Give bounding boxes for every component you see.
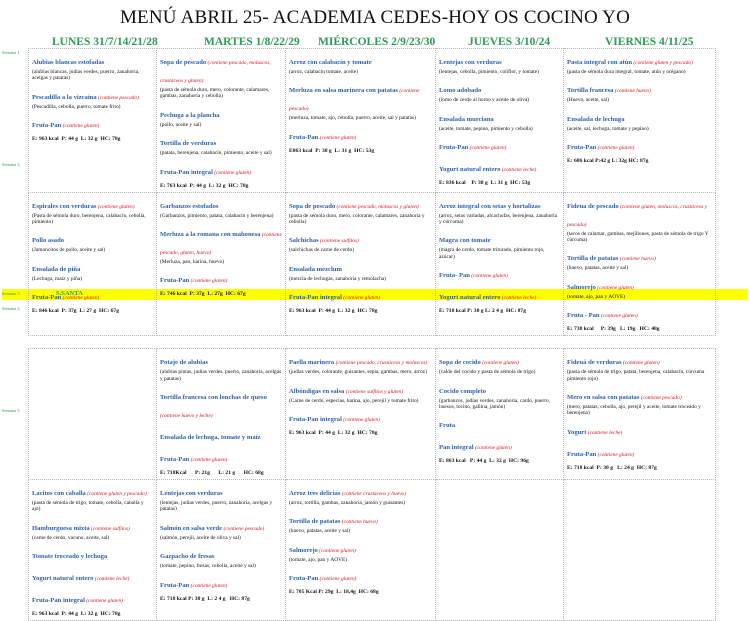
nutrition-summary: E: 963 kcal P: 44 g L: 32 g HC: 78g bbox=[32, 611, 121, 618]
dish-name: Fideuá de verduras bbox=[567, 359, 622, 367]
dish-name: Ensalada de piña bbox=[32, 265, 81, 273]
day-header-miercoles: MIÉRCOLES 2/9/23/30 bbox=[318, 36, 436, 48]
dish-name: Tortilla de patatas bbox=[567, 255, 619, 263]
week-row-3 bbox=[29, 336, 716, 349]
dish-ingredients: (Carne de cerdo, especias, harina, ajo, perejil y tomate frito) bbox=[289, 397, 419, 404]
dish-ingredients: (huevo, patatas, aceite y sal) bbox=[567, 265, 629, 272]
allergen-note: (contiene gluten) bbox=[599, 313, 638, 320]
allergen-note: (contiene huevo) bbox=[618, 256, 656, 263]
allergen-note: (contiene pescado) bbox=[96, 94, 139, 101]
menu-cell bbox=[157, 349, 286, 480]
dish-ingredients: (Huevo, aceite, sal) bbox=[567, 97, 609, 104]
dish-name: Fruta bbox=[439, 422, 456, 430]
dish-name: Ensalada de lechuga bbox=[567, 115, 625, 123]
menu-item bbox=[32, 517, 153, 541]
dish-name: Pan integral bbox=[439, 444, 474, 452]
dish-name: Pollo asado bbox=[32, 237, 65, 245]
dish-name: Potaje de alubias bbox=[160, 359, 208, 367]
menu-grid bbox=[28, 48, 716, 621]
menu-item bbox=[160, 482, 282, 513]
menu-item bbox=[32, 567, 153, 585]
allergen-note: (contiene pescado, crustáceos y moluscos) bbox=[334, 360, 428, 367]
menu-item bbox=[567, 136, 712, 154]
menu-item bbox=[289, 258, 432, 282]
dish-name: Yogurt natural entero bbox=[439, 166, 501, 174]
allergen-note: (contiene gluten) bbox=[341, 295, 380, 302]
menu-cell bbox=[564, 49, 716, 193]
dish-name: Salmorejo bbox=[289, 546, 318, 554]
dish-name: Fruta-Pan integral bbox=[289, 294, 342, 302]
dish-name: Tortilla de verduras bbox=[160, 140, 217, 148]
allergen-note: (contiene gluten) bbox=[61, 295, 100, 302]
menu-item bbox=[439, 136, 560, 154]
menu-item bbox=[567, 421, 712, 439]
allergen-note: (contiene sulfitos y gluten) bbox=[344, 388, 404, 395]
dish-ingredients: (carne de cerdo, vacuno, aceite, sal) bbox=[32, 534, 110, 541]
dish-name: Merluza a la romana con mahonesa bbox=[160, 231, 261, 239]
dish-ingredients: (tomate, ajo, pan y AOVE) bbox=[567, 293, 626, 300]
dish-name: Fruta-Pan integral bbox=[32, 597, 85, 605]
dish-ingredients: (alubias pintas, judías verdes, puerro, zanahoria, acelgas y patatas) bbox=[160, 369, 282, 382]
day-header-viernes: VIERNES 4/11/25 bbox=[605, 36, 694, 48]
dish-ingredients: (lomo de cerdo al horno y aceite de oliva) bbox=[439, 97, 530, 104]
menu-cell bbox=[29, 192, 157, 336]
menu-item bbox=[289, 482, 432, 506]
menu-item bbox=[567, 108, 712, 132]
menu-item bbox=[567, 51, 712, 75]
week-row-1 bbox=[29, 49, 716, 193]
allergen-note: (contiene gluten y pescado) bbox=[85, 491, 147, 498]
week-row-2 bbox=[29, 192, 716, 336]
menu-item bbox=[32, 195, 153, 226]
dish-ingredients: (lentejas, cebolla, pimiento, coliflor, y tomate) bbox=[439, 69, 539, 75]
menu-item bbox=[289, 286, 432, 304]
dish-name: Cocido completo bbox=[439, 387, 487, 395]
nutrition-summary: E: 963 kcal P: 44 g L: 32 g HC: 78g bbox=[289, 308, 378, 315]
dish-name: Salchichas bbox=[289, 237, 319, 245]
dish-ingredients: (patata, berenjena, calabacín, pimiento, aceite y sal) bbox=[160, 150, 272, 157]
dish-name: Ensalada mezclum bbox=[289, 265, 342, 273]
menu-item bbox=[567, 247, 712, 271]
dish-name: Pechuga a la plancha bbox=[160, 111, 220, 119]
dish-name: Fruta-Pan bbox=[32, 294, 62, 302]
dish-ingredients: (pasta de sémola de trigo, tomate, cebolla, caballa y ajo) bbox=[32, 500, 144, 513]
allergen-note: (contiene gluten) bbox=[341, 417, 380, 424]
menu-item bbox=[160, 386, 282, 422]
dish-name: Sopa de pescado bbox=[289, 202, 336, 210]
nutrition-summary: E: 738 kcal P: 39g L: 19g HC: 48g bbox=[567, 326, 660, 333]
allergen-note: (contiene leche) bbox=[586, 429, 623, 436]
dish-name: Espirales con verduras bbox=[32, 202, 97, 210]
menu-cell bbox=[436, 349, 564, 480]
dish-name: Fruta-Pan bbox=[160, 277, 190, 285]
menu-cell bbox=[436, 192, 564, 336]
menu-cell bbox=[436, 480, 564, 621]
allergen-note: (contiene sulfitos) bbox=[318, 238, 359, 245]
allergen-note: (contiene gluten) bbox=[473, 445, 512, 452]
dish-ingredients: (tomate, ajo, pan y AOVE) bbox=[289, 556, 348, 563]
dish-name: Paella marinera bbox=[289, 359, 335, 367]
menu-item bbox=[289, 79, 432, 121]
dish-ingredients: (magra de cerdo, tomate triturado, pimiento rojo, azúcar) bbox=[439, 247, 545, 260]
dish-name: Merluza en salsa marinera con patatas bbox=[289, 87, 398, 95]
week-row-5 bbox=[29, 480, 716, 621]
allergen-note: (contiene gluten) bbox=[96, 203, 135, 210]
day-header-martes: MARTES 1/8/22/29 bbox=[204, 36, 300, 48]
allergen-note: (contiene pescado) bbox=[639, 395, 682, 402]
menu-item bbox=[289, 195, 432, 226]
page-title: MENÚ ABRIL 25- ACADEMIA CEDES-HOY OS COCINO YO bbox=[119, 7, 631, 28]
menu-cell bbox=[157, 49, 286, 193]
nutrition-summary: E: 846 kcal P: 37g L: 27 g HC: 67g bbox=[32, 308, 120, 315]
nutrition-summary: E: 863 kcal P: 44 g L: 32 g HC: 96g bbox=[439, 458, 529, 465]
menu-item bbox=[439, 51, 560, 75]
menu-item bbox=[289, 539, 432, 563]
dish-name: Arroz con calabacín y tomate bbox=[289, 59, 372, 66]
dish-name: Arroz integral con setas y hortalizas bbox=[439, 202, 541, 210]
dish-name: Fruta-Pan bbox=[160, 581, 190, 589]
dish-ingredients: (garbanzos, judías verdes, zanahoria, cardo, puerro, huesos, tocino, gallina, jamón) bbox=[439, 397, 551, 411]
dish-ingredients: (pollo, aceite y sal) bbox=[160, 121, 202, 128]
menu-item bbox=[32, 545, 153, 563]
menu-item bbox=[567, 351, 712, 382]
dish-name: Fruta-Pan integral bbox=[289, 416, 342, 424]
week-label-5: Semana 5 bbox=[2, 408, 20, 413]
menu-cell bbox=[564, 349, 716, 480]
menu-item bbox=[32, 86, 153, 110]
allergen-note: (contiene gluten) bbox=[189, 582, 228, 589]
dish-ingredients: (arroz, tortilla, gambas, zanahoria, jamón y guisantes) bbox=[289, 500, 406, 507]
dish-name: Salmorejo bbox=[567, 283, 596, 291]
dish-name: Arroz tres delicias bbox=[289, 490, 341, 498]
dish-ingredients: (pasta de sémola de trigo, patata, berenjena, calabacín, cúrcuma pimiento rojo) bbox=[567, 369, 705, 382]
menu-cell bbox=[29, 349, 157, 480]
menu-item bbox=[439, 158, 560, 176]
menu-item bbox=[160, 161, 282, 179]
menu-cell bbox=[29, 480, 157, 621]
menu-item bbox=[439, 108, 560, 132]
allergen-note: (contiene gluten) bbox=[189, 278, 228, 285]
menu-cell bbox=[286, 480, 436, 621]
dish-name: Fideua de pescado bbox=[567, 202, 619, 210]
menu-item bbox=[439, 264, 560, 282]
dish-name: Fruta-Pan bbox=[567, 450, 597, 458]
menu-item bbox=[567, 195, 712, 244]
dish-ingredients: (mezcla de lechugas, zanahoria y remolacha) bbox=[289, 275, 386, 282]
dish-name: Sopa de cocido bbox=[439, 359, 481, 367]
nutrition-summary: E: 763 kcal P: 44 g L: 32 g HC: 78g bbox=[160, 182, 249, 189]
dish-ingredients: (caldo del cocido y pasta de sémola de trigo) bbox=[439, 369, 536, 376]
menu-cell bbox=[286, 49, 436, 193]
dish-name: Ensalada de lechuga, tomate y maíz bbox=[160, 434, 261, 442]
dish-ingredients: (Garbanzos, pimiento, patata, calabacín y berenjena) bbox=[160, 212, 274, 219]
week-label-4: Semana 4 bbox=[2, 306, 20, 311]
menu-item bbox=[439, 79, 560, 103]
menu-item bbox=[289, 408, 432, 426]
menu-item bbox=[567, 386, 712, 417]
menu-item bbox=[289, 126, 432, 144]
dish-name: Fruta-Pan bbox=[289, 133, 319, 141]
menu-item bbox=[439, 436, 560, 454]
nutrition-summary: E: 718Kcal P: 21g L: 21 g HC: 68g bbox=[160, 470, 264, 477]
allergen-note: (contiene huevo) bbox=[613, 88, 651, 95]
dish-name: Ensalada murciana bbox=[439, 115, 494, 123]
menu-item bbox=[289, 567, 432, 585]
dish-ingredients: (Lechuga, maíz y piña) bbox=[32, 275, 82, 282]
dish-name: Lomo adobado bbox=[439, 87, 482, 95]
dish-ingredients: (Pasta de sémola duro, berenjena, calabacín, cebolla, pimiento) bbox=[32, 212, 146, 226]
menu-item bbox=[439, 351, 560, 375]
dish-ingredients: (aceite, tomate, pepino, pimiento y cebolla) bbox=[439, 125, 533, 132]
dish-ingredients: (judías verdes, colorante, guisantes, sepia, gambas, mero, arroz) bbox=[289, 369, 427, 376]
allergen-note: (contiene gluten) bbox=[596, 145, 635, 152]
menu-item bbox=[289, 510, 432, 534]
menu-item bbox=[32, 229, 153, 253]
dish-name: Yogurt natural entero bbox=[439, 294, 501, 302]
nutrition-summary: E: 686 kcal P:42 g L: 32g HC: 87g bbox=[567, 158, 649, 165]
dish-name: Lentejas con verduras bbox=[439, 59, 502, 66]
allergen-note: (contiene gluten) bbox=[480, 360, 519, 367]
menu-item bbox=[32, 51, 153, 82]
menu-item bbox=[567, 79, 712, 103]
allergen-note: (contiene gluten) bbox=[469, 273, 508, 280]
week-row-4 bbox=[29, 349, 716, 480]
allergen-note: (contiene crustáceos y huevo) bbox=[340, 491, 406, 498]
dish-name: Tortilla francesa con lonchas de queso bbox=[160, 394, 267, 402]
menu-item bbox=[567, 443, 712, 461]
dish-name: Lentejas con verduras bbox=[160, 490, 223, 498]
allergen-note: (contiene gluten) bbox=[189, 457, 228, 464]
menu-item bbox=[439, 229, 560, 260]
menu-cell bbox=[436, 49, 564, 193]
menu-cell bbox=[564, 480, 716, 621]
menu-item bbox=[160, 448, 282, 466]
menu-item bbox=[160, 104, 282, 128]
dish-name: Fruta-Pan bbox=[289, 575, 319, 583]
dish-ingredients: (arroz, calabacín tomate, aceite) bbox=[289, 69, 358, 75]
nutrition-summary: E: 746 kcal P: 37g L: 27g HC: 67g bbox=[160, 291, 246, 298]
day-header-lunes: LUNES 31/7/14/21/28 bbox=[52, 36, 158, 48]
allergen-note: (contiene sulfitos) bbox=[89, 525, 130, 532]
dish-name: Salmón en salsa verde bbox=[160, 524, 223, 532]
allergen-note: (contiene gluten) bbox=[595, 284, 634, 291]
dish-name: Sopa de pescado bbox=[160, 59, 207, 66]
dish-name: Pasta integral con atún bbox=[567, 59, 633, 66]
dish-ingredients: (mero, patatas, cebolla, ajo, perejil y aceite, tomate troceado y berenjena) bbox=[567, 404, 701, 417]
week-label-2: Semana 2 bbox=[2, 162, 20, 167]
allergen-note: (contiene leche) bbox=[93, 576, 130, 583]
dish-ingredients: (arroz, setas variadas, alcachofas, berenjena, zanahoria y cúrcuma) bbox=[439, 212, 558, 226]
allergen-note: (contiene pescado) bbox=[222, 525, 265, 532]
dish-ingredients: (merluza, tomate, ajo, cebolla, puerro, aceite, sal y patatas) bbox=[289, 115, 416, 122]
nutrition-summary: E: 963 kcal P: 44 g L: 32 g HC: 78g bbox=[32, 136, 121, 143]
allergen-note: (contiene gluten) bbox=[317, 547, 356, 554]
menu-cell bbox=[286, 349, 436, 480]
nutrition-summary: E: 836 kcal P: 38 g L: 31 g HC: 53g bbox=[439, 180, 531, 187]
dish-name: Albóndigas en salsa bbox=[289, 387, 345, 395]
dish-name: Hamburguesa mixta bbox=[32, 524, 90, 532]
dish-name: Gazpacho de fresas bbox=[160, 553, 215, 561]
dish-name: Fruta - Pan bbox=[567, 312, 600, 320]
dish-ingredients: (salmón, perejil, aceite de oliva y sal) bbox=[160, 534, 241, 541]
menu-item bbox=[439, 286, 560, 304]
dish-name: Lacitos con caballa bbox=[32, 490, 86, 498]
menu-item bbox=[160, 517, 282, 541]
allergen-note: (contiene gluten) bbox=[84, 598, 123, 605]
menu-item bbox=[160, 574, 282, 592]
dish-name: Fruta-Pan bbox=[160, 456, 190, 464]
dish-ingredients: (tomate, pepino, fresas, cebolla, aceite y sal) bbox=[160, 563, 256, 570]
menu-item bbox=[160, 426, 282, 444]
menu-item bbox=[439, 414, 560, 432]
nutrition-summary: E: 718 kcal P: 30 g L: 2 4 g HC: 87g bbox=[439, 308, 527, 315]
menu-item bbox=[567, 276, 712, 300]
dish-ingredients: (pasta de sémola duro, mero, colorante, calamares, zanahoria y cebolla) bbox=[289, 212, 425, 226]
dish-ingredients: (Jamoncitos de pollo, aceite y sal) bbox=[32, 247, 106, 254]
nutrition-summary: E: 705 Kcal P: 29g L: 18,4g HC: 68g bbox=[289, 589, 379, 596]
allergen-note: (contiene huevo y leche) bbox=[160, 413, 213, 420]
dish-name: Mero en salsa con patatas bbox=[567, 394, 640, 402]
dish-ingredients: (Merluza, pan, harina, huevo) bbox=[160, 259, 225, 266]
menu-item bbox=[160, 545, 282, 569]
menu-cell bbox=[286, 192, 436, 336]
allergen-note: (contiene gluten) bbox=[318, 576, 357, 583]
menu-item bbox=[160, 51, 282, 100]
dish-name: Tortilla francesa bbox=[567, 87, 614, 95]
dish-name: Fruta-Pan bbox=[567, 144, 597, 152]
allergen-note: (contiene gluten) bbox=[61, 123, 100, 130]
menu-cell bbox=[157, 480, 286, 621]
dish-ingredients: (tacos de calamar, gambas, mejillones, pasta de sémola de trigo Y cúrcuma) bbox=[567, 230, 709, 244]
nutrition-summary: E: 718 kcal P: 30 g L: 24 g HC: 87g bbox=[567, 464, 657, 471]
menu-item bbox=[32, 482, 153, 513]
menu-item bbox=[160, 351, 282, 382]
menu-item bbox=[439, 195, 560, 226]
dish-name: Fruta-Pan bbox=[439, 144, 469, 152]
menu-item bbox=[32, 258, 153, 282]
dish-name: Pescadilla a la vizcaína bbox=[32, 93, 97, 101]
dish-name: Tomate troceado y lechuga bbox=[32, 553, 108, 561]
menu-item bbox=[160, 132, 282, 156]
dish-ingredients: (aceite, sal, lechuga, tomate y pepino) bbox=[567, 125, 649, 132]
allergen-note: (contiene gluten y pescado) bbox=[632, 60, 693, 66]
dish-name: Fruta-Pan integral bbox=[160, 168, 213, 176]
dish-name: Magra con tomate bbox=[439, 237, 491, 245]
dish-name: Garbanzos estofados bbox=[160, 202, 219, 210]
menu-item bbox=[567, 304, 712, 322]
holiday-label: S.SANTA bbox=[56, 290, 83, 297]
allergen-note: (contiene gluten) bbox=[318, 134, 357, 141]
menu-item bbox=[160, 223, 282, 265]
menu-cell bbox=[157, 192, 286, 336]
allergen-note: (contiene gluten, moluscos, crustáceos y pescado) bbox=[567, 203, 708, 228]
menu-item bbox=[289, 229, 432, 253]
allergen-note: (contiene pescado) bbox=[289, 88, 420, 113]
menu-cell bbox=[564, 192, 716, 336]
dish-ingredients: (alubias blancas, judías verdes, puerro, zanahoria, acelgas y patatas) bbox=[32, 69, 140, 82]
allergen-note: (contiene gluten) bbox=[621, 360, 660, 367]
dish-name: Fruta-Pan bbox=[32, 122, 62, 130]
allergen-note: (contiene gluten) bbox=[596, 451, 635, 458]
dish-name: Tortilla de patatas bbox=[289, 518, 341, 526]
allergen-note: (contiene leche) bbox=[500, 295, 537, 302]
dish-ingredients: (Pescadilla, cebolla, puerro, tomate frito) bbox=[32, 103, 121, 110]
menu-item bbox=[32, 589, 153, 607]
dish-ingredients: (lentejas, judías verdes, puerro, zanahoria, acelgas y patatas) bbox=[160, 500, 273, 513]
week-label-3: Semana 3 bbox=[2, 291, 20, 296]
week-label-1: Semana 1 bbox=[2, 50, 20, 55]
allergen-note: (contiene gluten) bbox=[212, 169, 251, 176]
allergen-note: (contiene pescado, moluscos, crustáceos y gluten) bbox=[160, 60, 271, 84]
menu-cell bbox=[29, 49, 157, 193]
menu-item bbox=[160, 269, 282, 287]
menu-item bbox=[289, 51, 432, 75]
dish-name: Yogurt natural entero bbox=[32, 575, 94, 583]
menu-item bbox=[32, 286, 153, 304]
dish-ingredients: (pasta de sémola dura integral, tomate, atún y orégano) bbox=[567, 69, 686, 75]
day-header-jueves: JUEVES 3/10/24 bbox=[468, 36, 551, 48]
menu-item bbox=[32, 114, 153, 132]
nutrition-summary: E863 kcal P: 38 g L: 31 g HC: 53g bbox=[289, 147, 375, 154]
dish-name: Fruta- Pan bbox=[439, 272, 470, 280]
menu-item bbox=[289, 351, 432, 375]
menu-item bbox=[160, 195, 282, 219]
dish-ingredients: (salchichas de carne de cerdo) bbox=[289, 247, 354, 254]
allergen-note: (contiene pescado, gluten, huevo) bbox=[160, 232, 282, 257]
allergen-note: (contiene pescado, moluscos y gluten) bbox=[335, 203, 419, 210]
allergen-note: (contiene gluten) bbox=[468, 145, 507, 152]
nutrition-summary: E: 718 kcal P: 30 g L: 2 4 g HC: 87g bbox=[160, 595, 250, 602]
dish-name: Alubias blancas estofadas bbox=[32, 59, 105, 66]
dish-ingredients: (huevo, patatas, aceite y sal) bbox=[289, 528, 351, 535]
dish-ingredients: (pasta de sémola duro, mero, colorante, calamares, gambas, zanahoria y cebolla) bbox=[160, 87, 270, 100]
allergen-note: (contiene leche) bbox=[500, 167, 537, 174]
dish-name: Yogurt bbox=[567, 428, 587, 436]
allergen-note: (contiene huevo) bbox=[340, 519, 378, 526]
menu-item bbox=[289, 380, 432, 404]
nutrition-summary: E: 963 kcal P: 44 g L: 32 g HC: 78g bbox=[289, 430, 378, 437]
menu-item bbox=[439, 380, 560, 411]
